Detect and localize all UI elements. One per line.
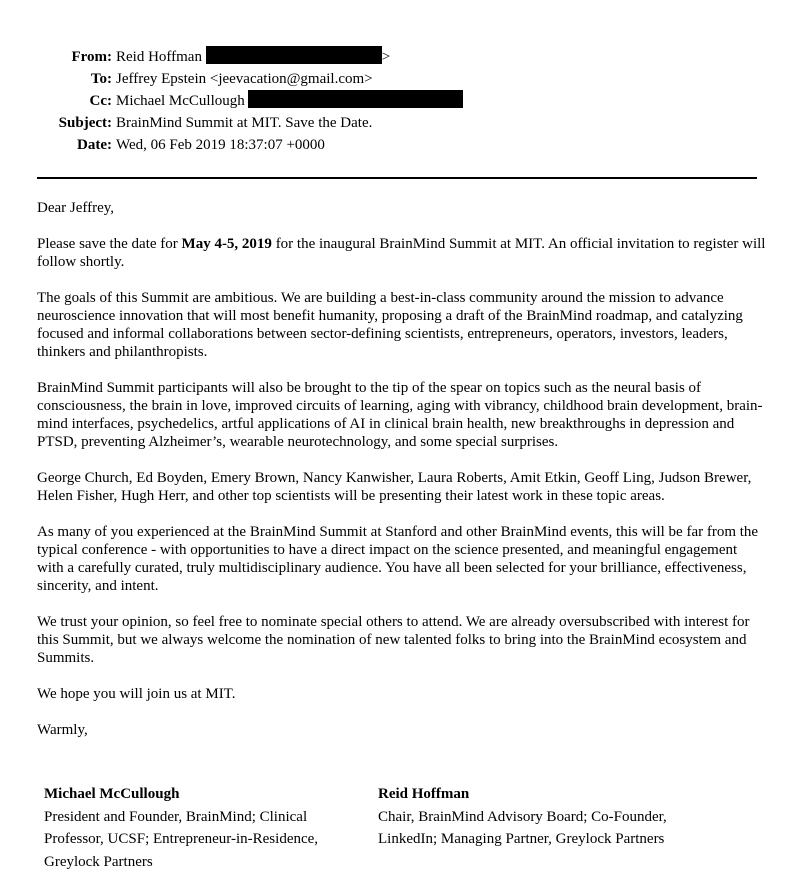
- from-name: Reid Hoffman: [116, 49, 206, 65]
- p1-lead: Please save the date for: [37, 236, 182, 252]
- closing: Warmly,: [37, 721, 767, 739]
- subject-label: Subject:: [59, 112, 112, 134]
- email-header: [0, 46, 800, 156]
- signature-title: Chair, BrainMind Advisory Board; Co-Founder, LinkedIn; Managing Partner, Greylock Partners: [378, 806, 668, 851]
- signature-title: President and Founder, BrainMind; Clinical Professor, UCSF; Entrepreneur-in-Residence, Greylock Partners: [44, 806, 334, 873]
- paragraph-nominate: We trust your opinion, so feel free to nominate special others to attend. We are already oversubscribed with interest for this Summit, but we always welcome the nomination of new talented folks to bring into the BrainMind ecosystem and Summits.: [37, 613, 767, 667]
- paragraph-experience: As many of you experienced at the BrainMind Summit at Stanford and other BrainMind events, this will be far from the typical conference - with opportunities to have a direct impact on the science presented, and meaningful engagement with a carefully curated, truly multidisciplinary audience. You have all been selected for your brilliance, effectiveness, sincerity, and intent.: [37, 523, 767, 595]
- signature-name: Michael McCullough: [44, 783, 334, 806]
- date-value: Wed, 06 Feb 2019 18:37:07 +0000: [116, 134, 325, 156]
- from-suffix: >: [382, 49, 390, 65]
- subject-row: [0, 112, 800, 134]
- cc-row: [0, 90, 800, 112]
- cc-email-redaction: [248, 90, 463, 108]
- cc-value: [116, 90, 463, 112]
- from-email-redaction: [206, 46, 382, 64]
- paragraph-goals: The goals of this Summit are ambitious. We are building a best-in-class community around the mission to advance neuroscience innovation that will most benefit humanity, proposing a draft of the BrainMind roadmap, and catalyzing focused and informal collaborations between sector-defining scientists, entrepreneurs, operators, investors, leaders, thinkers and philanthropists.: [37, 289, 767, 361]
- date-label: Date:: [77, 134, 112, 156]
- event-date: May 4-5, 2019: [182, 236, 272, 252]
- cc-name: Michael McCullough: [116, 93, 248, 109]
- paragraph-speakers: George Church, Ed Boyden, Emery Brown, Nancy Kanwisher, Laura Roberts, Amit Etkin, Geoff Ling, Judson Brewer, Helen Fisher, Hugh Herr, and other top scientists will be presenting their latest work in these topic areas.: [37, 469, 767, 505]
- subject-value: BrainMind Summit at MIT. Save the Date.: [116, 112, 372, 134]
- date-row: [0, 134, 800, 156]
- signature-mccullough: [44, 783, 334, 873]
- from-label: From:: [71, 46, 112, 68]
- from-value: [116, 46, 390, 68]
- signature-name: Reid Hoffman: [378, 783, 668, 806]
- paragraph-join: We hope you will join us at MIT.: [37, 685, 767, 703]
- signature-hoffman: [378, 783, 668, 851]
- greeting: Dear Jeffrey,: [37, 199, 767, 217]
- to-value: Jeffrey Epstein <jeevacation@gmail.com>: [116, 68, 373, 90]
- email-body: [37, 199, 767, 757]
- paragraph-topics: BrainMind Summit participants will also be brought to the tip of the spear on topics such as the neural basis of consciousness, the brain in love, improved circuits of learning, aging with vibrancy, childhood brain development, brain-mind interfaces, psychedelics, artful applications of AI in clinical brain health, new breakthroughs in depression and PTSD, preventing Alzheimer’s, wearable neurotechnology, and some special surprises.: [37, 379, 767, 451]
- p1-rest: for the inaugural BrainMind Summit at MIT. An official invitation to register will follow shortly.: [37, 236, 765, 270]
- from-row: [0, 46, 800, 68]
- header-divider: [37, 177, 757, 179]
- to-row: [0, 68, 800, 90]
- paragraph-save-the-date: [37, 235, 767, 271]
- to-label: To:: [91, 68, 112, 90]
- cc-label: Cc:: [90, 90, 113, 112]
